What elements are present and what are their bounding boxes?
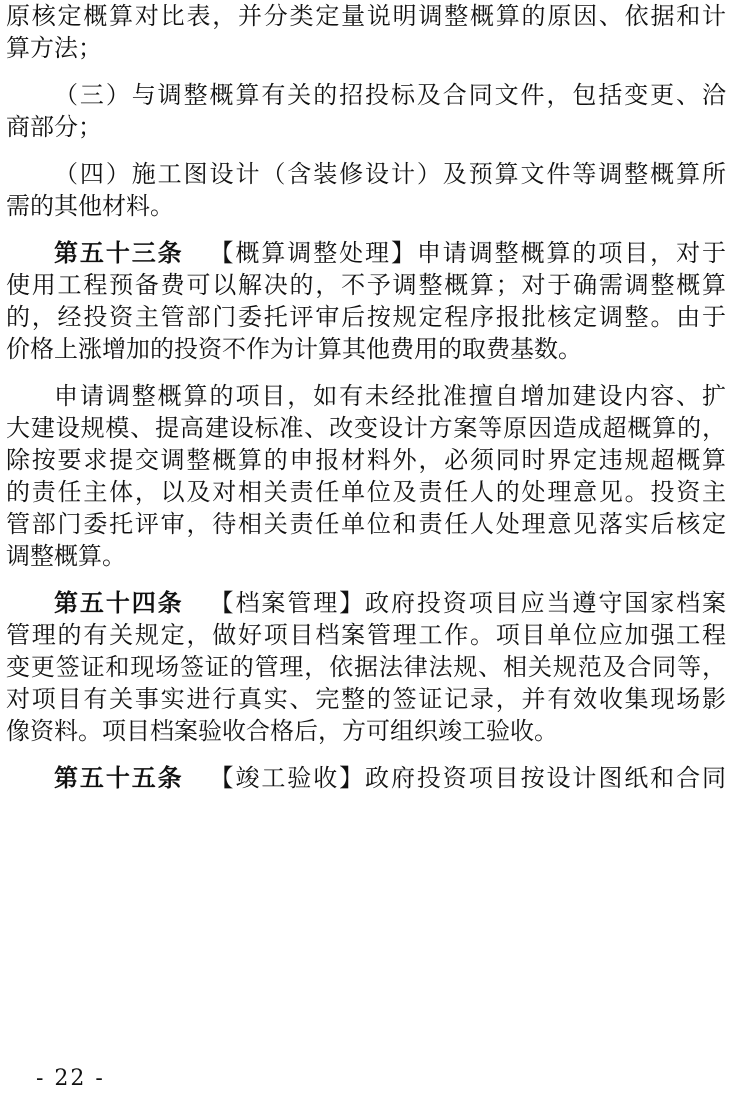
text-line: （三）与调整概算有关的招投标及合同文件，包括变更、洽	[54, 81, 726, 109]
text-line: 大建设规模、提高建设标准、改变设计方案等原因造成超概算的，	[6, 414, 726, 442]
text-line	[6, 587, 726, 619]
article-label: 第五十五条	[54, 763, 184, 792]
article-55	[6, 762, 726, 794]
text-line: 调整概算。	[6, 542, 126, 570]
article-label: 第五十四条	[54, 588, 184, 617]
article-54	[6, 587, 726, 747]
text-line: 申请调整概算的项目，如有未经批准擅自增加建设内容、扩	[54, 382, 726, 410]
paragraph	[6, 0, 726, 64]
article-heading-text: 【档案管理】政府投资项目应当遵守国家档案	[207, 589, 727, 617]
text-line	[6, 762, 726, 794]
paragraph	[6, 79, 726, 143]
text-line: 需的其他材料。	[6, 192, 174, 220]
article-heading-text: 【竣工验收】政府投资项目按设计图纸和合同	[207, 764, 727, 792]
paragraph	[6, 380, 726, 572]
paragraph	[6, 158, 726, 222]
text-line: 对项目有关事实进行真实、完整的签证记录，并有效收集现场影	[6, 685, 726, 713]
text-line: （四）施工图设计（含装修设计）及预算文件等调整概算所	[54, 160, 726, 188]
text-line: 原核定概算对比表，并分类定量说明调整概算的原因、依据和计	[6, 2, 726, 30]
document-page	[6, 0, 726, 794]
text-line: 使用工程预备费可以解决的，不予调整概算；对于确需调整概算	[6, 271, 726, 299]
article-label: 第五十三条	[54, 238, 184, 267]
page-number: - 22 -	[36, 1066, 105, 1091]
text-line: 变更签证和现场签证的管理，依据法律法规、相关规范及合同等，	[6, 653, 726, 681]
text-line: 像资料。项目档案验收合格后，方可组织竣工验收。	[6, 717, 558, 745]
article-heading-text: 【概算调整处理】申请调整概算的项目，对于	[207, 239, 727, 267]
text-line: 价格上涨增加的投资不作为计算其他费用的取费基数。	[6, 335, 582, 363]
text-line: 管理的有关规定，做好项目档案管理工作。项目单位应加强工程	[6, 621, 726, 649]
text-line: 的责任主体，以及对相关责任单位及责任人的处理意见。投资主	[6, 478, 726, 506]
text-line: 算方法；	[6, 34, 102, 62]
text-line: 商部分；	[6, 113, 102, 141]
text-line: 管部门委托评审，待相关责任单位和责任人处理意见落实后核定	[6, 510, 726, 538]
text-line: 除按要求提交调整概算的申报材料外，必须同时界定违规超概算	[6, 446, 726, 474]
article-53	[6, 237, 726, 365]
text-line: 的，经投资主管部门委托评审后按规定程序报批核定调整。由于	[6, 303, 726, 331]
text-line	[6, 237, 726, 269]
